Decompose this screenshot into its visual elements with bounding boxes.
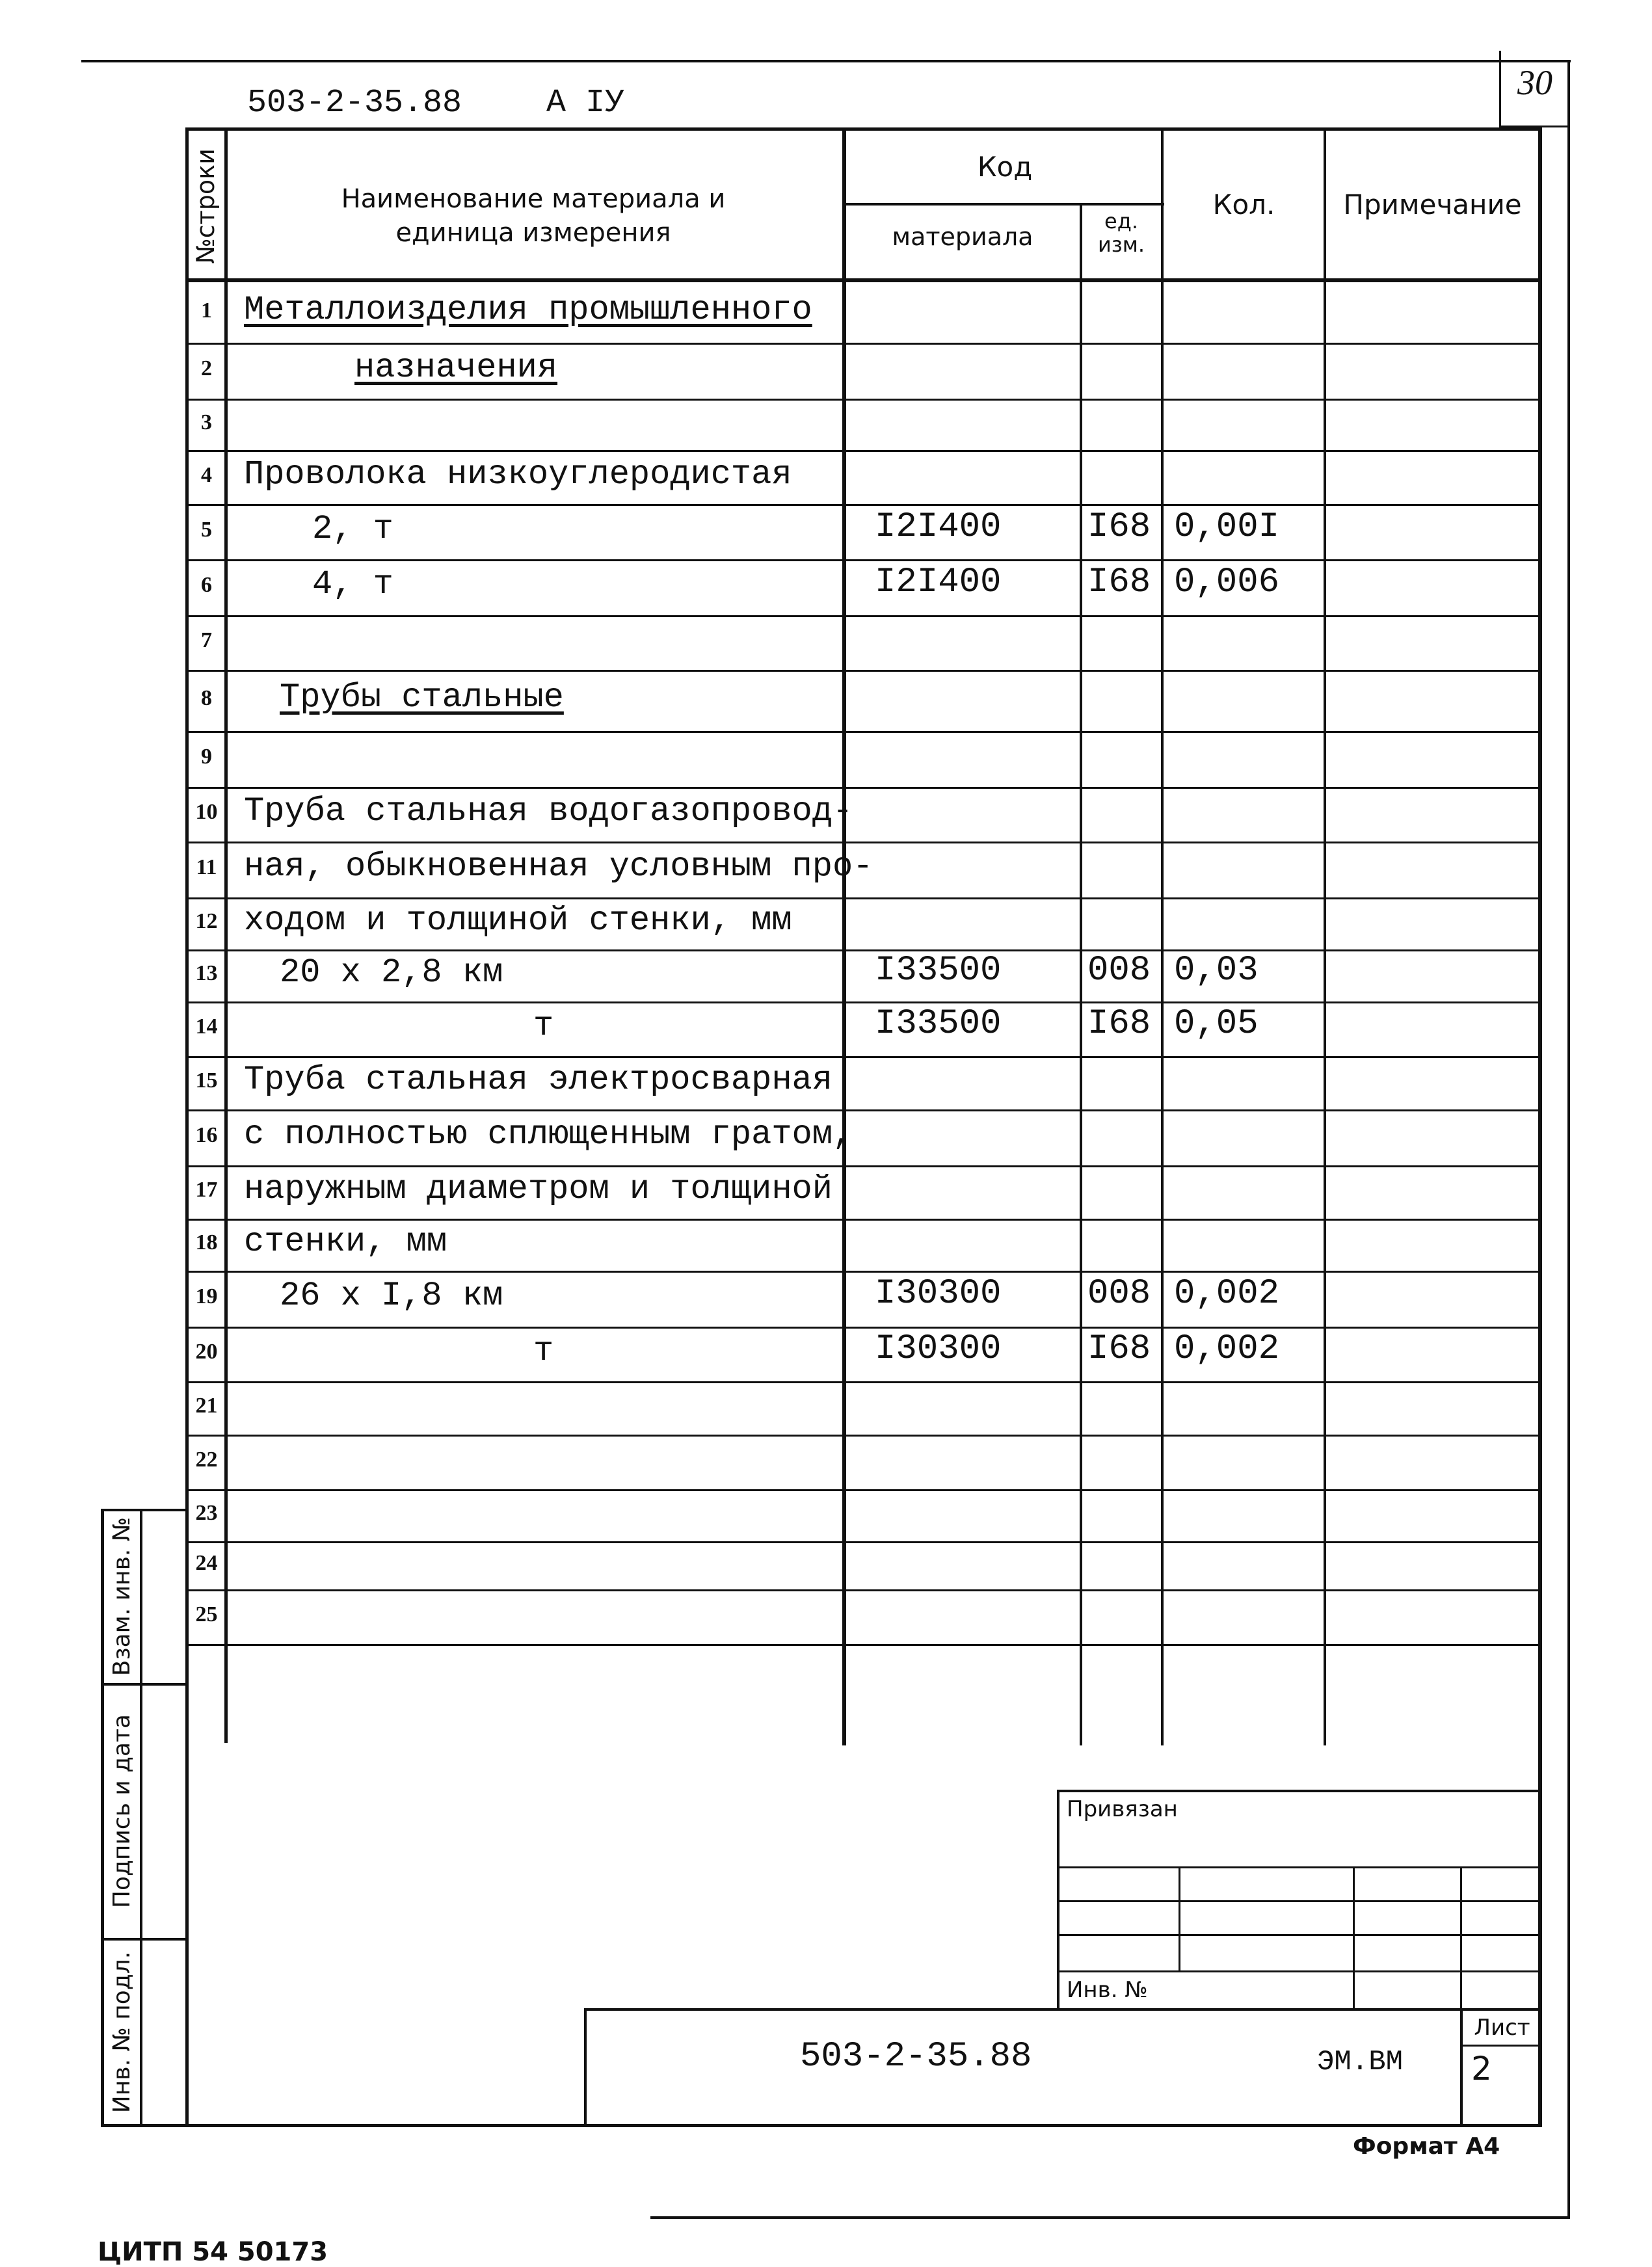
header-note: Примечание (1343, 189, 1522, 220)
row-separator (189, 1435, 1538, 1437)
row-name: Трубы стальные (280, 678, 564, 717)
row-number: 10 (195, 800, 218, 824)
row-name: наружным диаметром и толщиной (244, 1170, 833, 1208)
row-number: 8 (201, 686, 212, 710)
privyazan-row-1 (1057, 1866, 1541, 1868)
row-unit-code: 008 (1087, 951, 1151, 990)
row-separator (189, 1489, 1538, 1491)
side-label-podpis: Подпись и дата (109, 1714, 135, 1909)
row-name: стенки, мм (244, 1223, 447, 1261)
row-number: 1 (201, 298, 212, 323)
row-number: 2 (201, 356, 212, 380)
header-name: Наименование материала и единица измерения (341, 184, 726, 248)
row-material-code: I30300 (875, 1274, 1002, 1314)
row-separator (189, 1109, 1538, 1111)
row-number: 25 (195, 1602, 218, 1626)
row-unit-code: I68 (1087, 1004, 1151, 1044)
row-separator (189, 1381, 1538, 1383)
row-number: 14 (195, 1014, 218, 1039)
row-number: 12 (195, 909, 218, 933)
row-name: Проволока низкоуглеродистая (244, 455, 792, 494)
row-number: 21 (195, 1394, 218, 1418)
row-separator (189, 731, 1538, 733)
row-number: 13 (195, 961, 218, 985)
side-top-line (101, 1509, 189, 1511)
header-separator (185, 278, 1541, 282)
inv-no-label: Инв. № (1067, 1977, 1148, 2003)
side-divider (140, 1509, 142, 2127)
table-right-line (1538, 127, 1542, 2127)
row-name: Труба стальная электросварная (244, 1061, 833, 1099)
privyazan-col-1 (1179, 1866, 1180, 1970)
bottom-outer-border (650, 2216, 1570, 2219)
row-number: 20 (195, 1340, 218, 1364)
row-separator (189, 1271, 1538, 1273)
row-number: 19 (195, 1284, 218, 1308)
row-name: 26 x I,8 км (280, 1277, 503, 1315)
row-number: 11 (196, 855, 217, 879)
privyazan-top (1057, 1790, 1541, 1792)
list-label-line (1460, 2045, 1541, 2047)
row-quantity: 0,03 (1174, 951, 1259, 990)
row-name: назначения (354, 349, 558, 387)
row-separator (189, 842, 1538, 843)
row-separator (189, 897, 1538, 899)
row-separator (189, 1056, 1538, 1058)
right-outer-border (1567, 60, 1570, 2219)
row-quantity: 0,00I (1174, 507, 1280, 547)
col-line-name (842, 127, 846, 1745)
list-col-line (1460, 2008, 1463, 2127)
header-qty: Кол. (1212, 189, 1275, 220)
row-number: 15 (195, 1068, 218, 1093)
privyazan-row-3 (1057, 1934, 1541, 1936)
header-kod: Код (977, 151, 1033, 183)
row-name: 20 x 2,8 км (280, 953, 503, 992)
row-material-code: I33500 (875, 951, 1002, 990)
row-number: 24 (195, 1551, 218, 1575)
table-top-line (185, 127, 1541, 131)
titleblock-doc-code: 503-2-35.88 (800, 2037, 1032, 2076)
privyazan-row-2 (1057, 1900, 1541, 1902)
row-number: 23 (195, 1501, 218, 1525)
row-name: Труба стальная водогазопровод- (244, 792, 853, 830)
col-line-qty (1161, 127, 1164, 1745)
row-number: 17 (195, 1178, 218, 1202)
col-line-note (1324, 127, 1326, 1745)
row-quantity: 0,002 (1174, 1329, 1280, 1369)
row-quantity: 0,002 (1174, 1274, 1280, 1314)
row-separator (189, 787, 1538, 789)
row-number: 4 (201, 462, 212, 487)
titleblock-doc-mark: ЭМ.ВМ (1317, 2046, 1404, 2078)
privyazan-col-3 (1460, 1866, 1462, 2011)
row-separator (189, 559, 1538, 561)
row-unit-code: 008 (1087, 1274, 1151, 1314)
row-separator (189, 1001, 1538, 1003)
row-unit-code: I68 (1087, 1329, 1151, 1369)
row-number: 16 (195, 1123, 218, 1147)
side-label-vzam: Взам. инв. № (109, 1517, 135, 1677)
doc-header-code: 503-2-35.88 (247, 85, 462, 122)
row-material-code: I30300 (875, 1329, 1002, 1369)
row-separator (189, 450, 1538, 452)
side-label-inv-podl: Инв. № подл. (109, 1951, 135, 2114)
privyazan-col-2 (1353, 1866, 1355, 2011)
row-material-code: I2I400 (875, 563, 1002, 602)
side-mid-line-1 (101, 1683, 189, 1686)
header-row-no: №строки (191, 148, 220, 264)
row-separator (189, 1644, 1538, 1646)
row-quantity: 0,05 (1174, 1004, 1259, 1044)
row-name: т (533, 1332, 554, 1370)
row-name: ная, обыкновенная условным про- (244, 847, 873, 886)
top-border-line (81, 60, 1571, 62)
header-kod-unit: ед. изм. (1097, 209, 1145, 257)
row-quantity: 0,006 (1174, 563, 1280, 602)
row-separator (189, 1165, 1538, 1167)
row-separator (189, 1219, 1538, 1221)
side-left-line (101, 1509, 104, 2127)
row-unit-code: I68 (1087, 563, 1151, 602)
doc-header-album: А IУ (546, 85, 625, 122)
row-number: 3 (201, 410, 212, 434)
titleblock-left (584, 2008, 587, 2127)
col-line-unit (1080, 203, 1082, 1745)
row-name: 4, т (312, 565, 393, 603)
row-name: Металлоизделия промышленного (244, 290, 812, 329)
row-name: ходом и толщиной стенки, мм (244, 901, 792, 940)
table-bottom-line (185, 2124, 1542, 2127)
titleblock-top (584, 2008, 1541, 2011)
row-separator (189, 949, 1538, 951)
row-separator (189, 1327, 1538, 1329)
row-material-code: I33500 (875, 1004, 1002, 1044)
row-number: 7 (201, 628, 212, 652)
row-separator (189, 1541, 1538, 1543)
footer-org: ЦИТП 54 50173 (98, 2237, 328, 2267)
row-number: 5 (201, 517, 212, 542)
row-separator (189, 1589, 1538, 1591)
row-separator (189, 343, 1538, 345)
row-number: 9 (201, 745, 212, 769)
row-name: т (533, 1007, 554, 1045)
privyazan-label: Привязан (1067, 1796, 1178, 1822)
list-value: 2 (1471, 2050, 1492, 2088)
row-separator (189, 670, 1538, 672)
list-label: Лист (1474, 2015, 1530, 2041)
privyazan-row-4 (1057, 1970, 1541, 1972)
row-number: 18 (195, 1230, 218, 1254)
row-separator (189, 504, 1538, 506)
row-separator (189, 399, 1538, 401)
row-material-code: I2I400 (875, 507, 1002, 547)
row-number: 22 (195, 1448, 218, 1472)
row-unit-code: I68 (1087, 507, 1151, 547)
row-separator (189, 615, 1538, 617)
row-name: с полностью сплющенным гратом, (244, 1115, 853, 1154)
corner-box-left (1499, 51, 1501, 127)
page-corner-number: 30 (1517, 63, 1552, 102)
row-name: 2, т (312, 509, 393, 548)
row-number: 6 (201, 573, 212, 597)
header-kod-material: материала (892, 222, 1033, 251)
kod-subline (846, 203, 1164, 205)
format-label: Формат А4 (1353, 2133, 1500, 2160)
col-line-rownum (224, 127, 228, 1743)
